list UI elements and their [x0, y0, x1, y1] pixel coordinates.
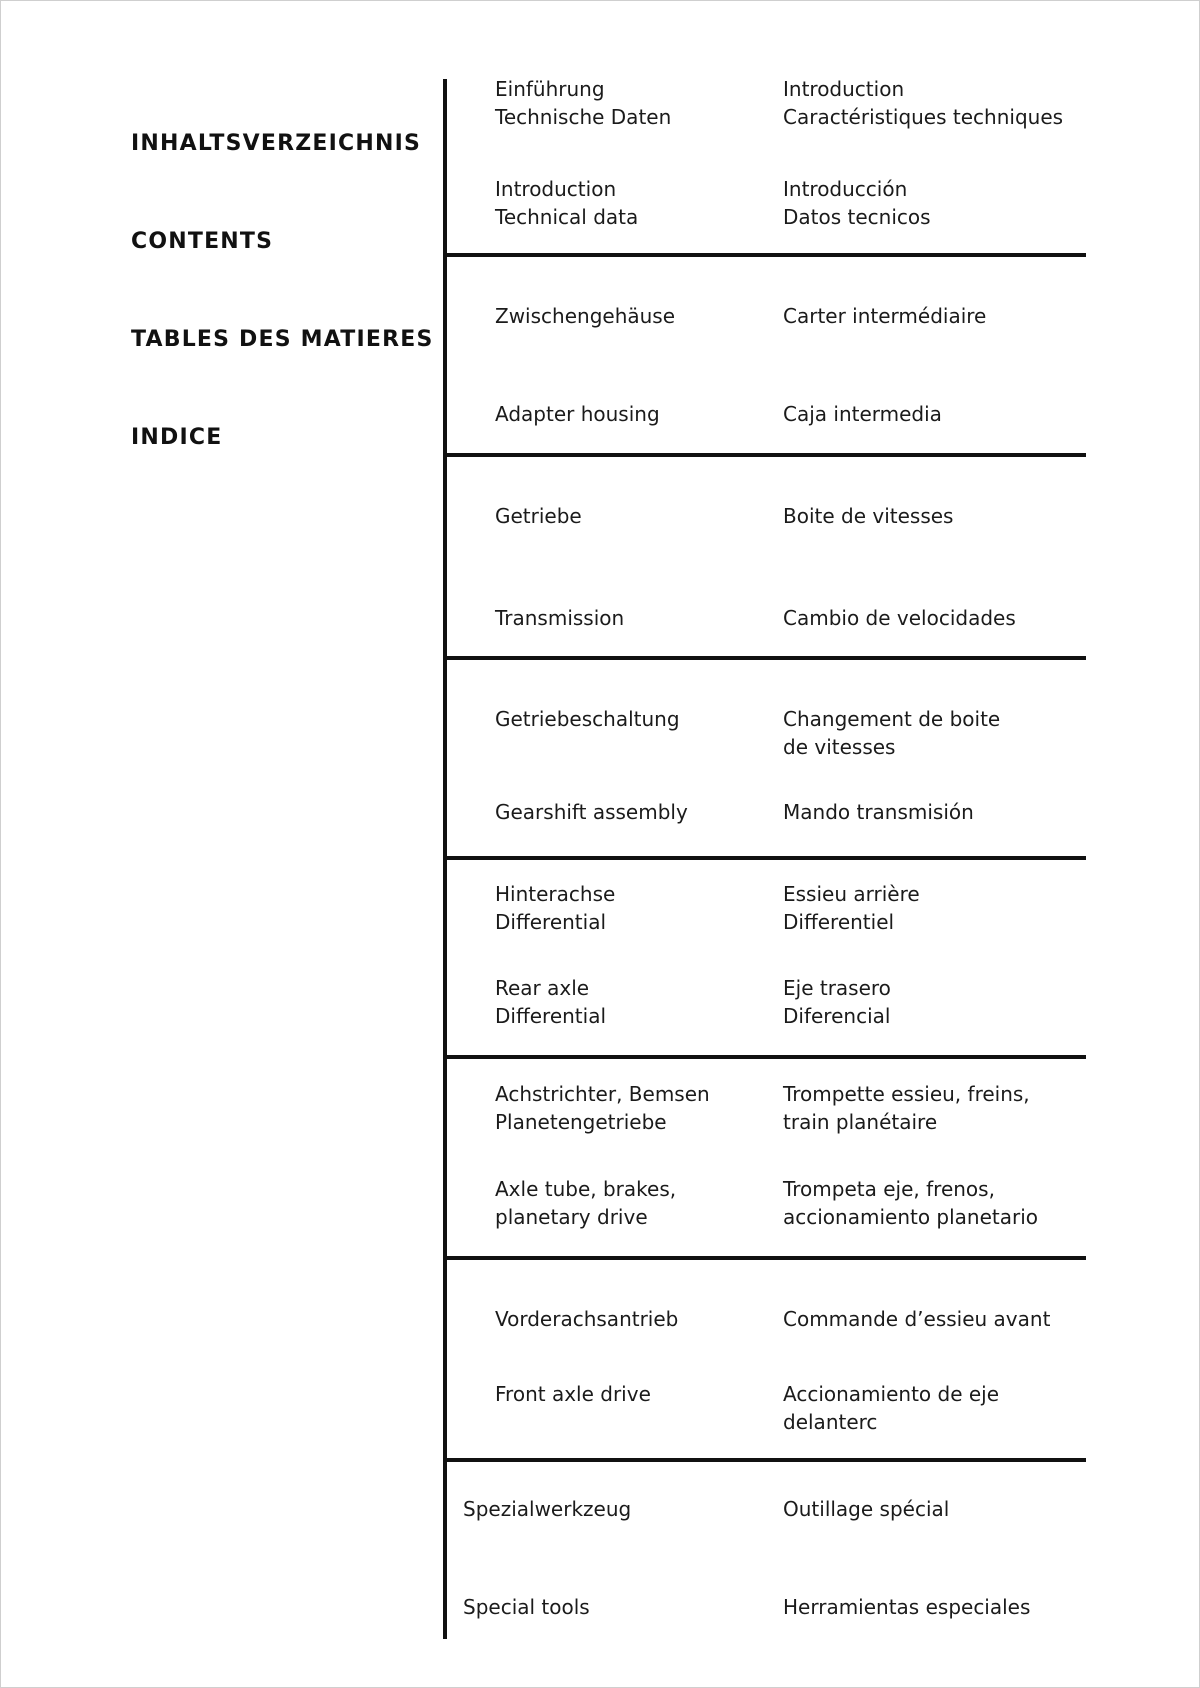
entry-spanish: Herramientas especiales	[783, 1595, 1031, 1619]
entry-english: Rear axle Differential	[495, 976, 607, 1028]
entry-spanish: Introducción Datos tecnicos	[783, 177, 931, 229]
entry-german: Getriebe	[495, 504, 582, 528]
entry-english: Front axle drive	[495, 1382, 651, 1406]
heading-english: CONTENTS	[131, 229, 274, 254]
entry-spanish: Trompeta eje, frenos, accionamiento planetario	[783, 1177, 1039, 1229]
entry-english: Special tools	[463, 1595, 590, 1619]
section-divider	[443, 656, 1086, 660]
entry-spanish: Mando transmisión	[783, 800, 974, 824]
heading-german: INHALTSVERZEICHNIS	[131, 131, 422, 156]
section-divider	[443, 856, 1086, 860]
entry-spanish: Cambio de velocidades	[783, 606, 1016, 630]
entry-french: Changement de boite de vitesses	[783, 707, 1001, 759]
entry-german: Vorderachsantrieb	[495, 1307, 679, 1331]
entry-spanish: Accionamiento de eje delanterc	[783, 1382, 1000, 1434]
section-divider	[443, 1256, 1086, 1260]
entry-english: Introduction Technical data	[495, 177, 639, 229]
entry-french: Carter intermédiaire	[783, 304, 987, 328]
section-divider	[443, 453, 1086, 457]
section-divider	[443, 253, 1086, 257]
entry-german: Hinterachse Differential	[495, 882, 616, 934]
entry-french: Commande d’essieu avant	[783, 1307, 1051, 1331]
section-divider	[443, 1055, 1086, 1059]
entry-german: Getriebeschaltung	[495, 707, 680, 731]
entry-french: Introduction Caractéristiques techniques	[783, 77, 1064, 129]
entry-french: Outillage spécial	[783, 1497, 950, 1521]
entry-french: Essieu arrière Differentiel	[783, 882, 920, 934]
entry-german: Spezialwerkzeug	[463, 1497, 632, 1521]
heading-spanish: INDICE	[131, 425, 223, 450]
section-divider	[443, 1458, 1086, 1462]
entry-german: Einführung Technische Daten	[495, 77, 672, 129]
entry-french: Boite de vitesses	[783, 504, 954, 528]
entry-german: Achstrichter, Bemsen Planetengetriebe	[495, 1082, 710, 1134]
entry-spanish: Caja intermedia	[783, 402, 942, 426]
entry-french: Trompette essieu, freins, train planétaire	[783, 1082, 1030, 1134]
entry-english: Axle tube, brakes, planetary drive	[495, 1177, 677, 1229]
entry-english: Transmission	[495, 606, 625, 630]
entry-english: Adapter housing	[495, 402, 660, 426]
entry-german: Zwischengehäuse	[495, 304, 676, 328]
entry-english: Gearshift assembly	[495, 800, 688, 824]
heading-french: TABLES DES MATIERES	[131, 327, 434, 352]
entry-spanish: Eje trasero Diferencial	[783, 976, 891, 1028]
